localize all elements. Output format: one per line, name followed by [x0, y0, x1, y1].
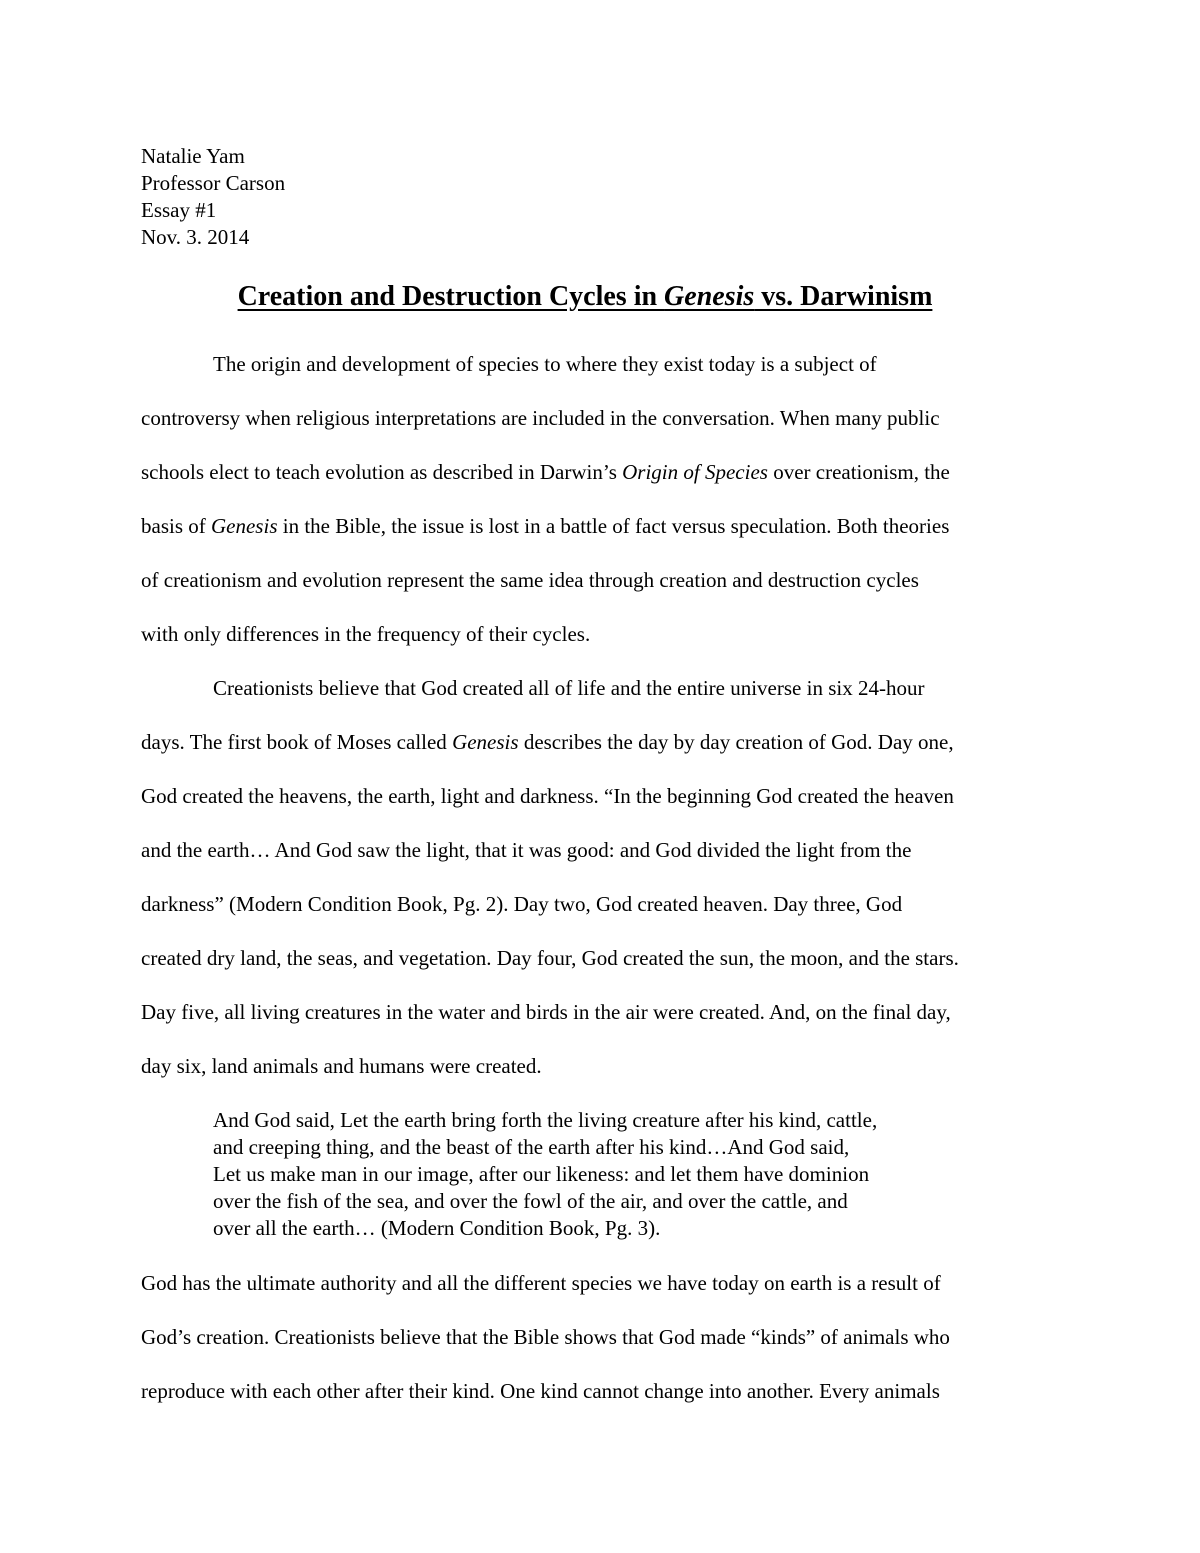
italic-book-title: Genesis: [452, 730, 519, 754]
paragraph-2-line-6: created dry land, the seas, and vegetation. Day four, God created the sun, the moon, and the stars.: [141, 946, 959, 970]
paragraph-1-line-1: The origin and development of species to where they exist today is a subject of: [213, 352, 877, 376]
text-run: over creationism, the: [767, 460, 950, 484]
paragraph-2-line-1: Creationists believe that God created all of life and the entire universe in six 24-hour: [213, 676, 925, 700]
paragraph-2-line-5: darkness” (Modern Condition Book, Pg. 2). Day two, God created heaven. Day three, God: [141, 892, 903, 916]
date-label: Nov. 3. 2014: [141, 225, 250, 249]
text-run: describes the day by day creation of God. Day one,: [518, 730, 954, 754]
essay-title: [0, 277, 1170, 317]
italic-book-title: Origin of Species: [622, 460, 768, 484]
quote-line-2: and creeping thing, and the beast of the earth after his kind…And God said,: [213, 1135, 850, 1159]
paragraph-1-line-2: controversy when religious interpretations are included in the conversation. When many public: [141, 406, 940, 430]
paragraph-1-line-5: of creationism and evolution represent the same idea through creation and destruction cycles: [141, 568, 919, 592]
title-part-3: vs. Darwinism: [754, 281, 933, 312]
quote-line-3: Let us make man in our image, after our likeness: and let them have dominion: [213, 1162, 870, 1186]
author-name: Natalie Yam: [141, 144, 245, 168]
paragraph-1-line-4: [141, 512, 949, 540]
text-run: schools elect to teach evolution as described in Darwin’s: [141, 460, 623, 484]
paragraph-3-line-3: reproduce with each other after their kind. One kind cannot change into another. Every animals: [141, 1379, 940, 1403]
paragraph-1-line-3: [141, 458, 950, 486]
paragraph-3-line-2: God’s creation. Creationists believe that the Bible shows that God made “kinds” of animals who: [141, 1325, 950, 1349]
italic-book-title: Genesis: [211, 514, 278, 538]
title-part-2-italic: Genesis: [664, 281, 755, 312]
paragraph-2-line-8: day six, land animals and humans were created.: [141, 1054, 542, 1078]
text-run: in the Bible, the issue is lost in a battle of fact versus speculation. Both theories: [277, 514, 950, 538]
title-part-1: Creation and Destruction Cycles in: [237, 281, 665, 312]
quote-line-4: over the fish of the sea, and over the fowl of the air, and over the cattle, and: [213, 1189, 848, 1213]
quote-line-5: over all the earth… (Modern Condition Book, Pg. 3).: [213, 1216, 661, 1240]
paragraph-2-line-7: Day five, all living creatures in the water and birds in the air were created. And, on the final day,: [141, 1000, 951, 1024]
assignment-label: Essay #1: [141, 198, 217, 222]
paragraph-3-line-1: God has the ultimate authority and all the different species we have today on earth is a result of: [141, 1271, 941, 1295]
paragraph-2-line-4: and the earth… And God saw the light, that it was good: and God divided the light from the: [141, 838, 912, 862]
professor-name: Professor Carson: [141, 171, 286, 195]
paragraph-2-line-2: [141, 728, 954, 756]
paragraph-2-line-3: God created the heavens, the earth, light and darkness. “In the beginning God created the heaven: [141, 784, 954, 808]
quote-line-1: And God said, Let the earth bring forth the living creature after his kind, cattle,: [213, 1108, 878, 1132]
text-run: basis of: [141, 514, 211, 538]
text-run: days. The first book of Moses called: [141, 730, 453, 754]
paragraph-1-line-6: with only differences in the frequency of their cycles.: [141, 622, 591, 646]
